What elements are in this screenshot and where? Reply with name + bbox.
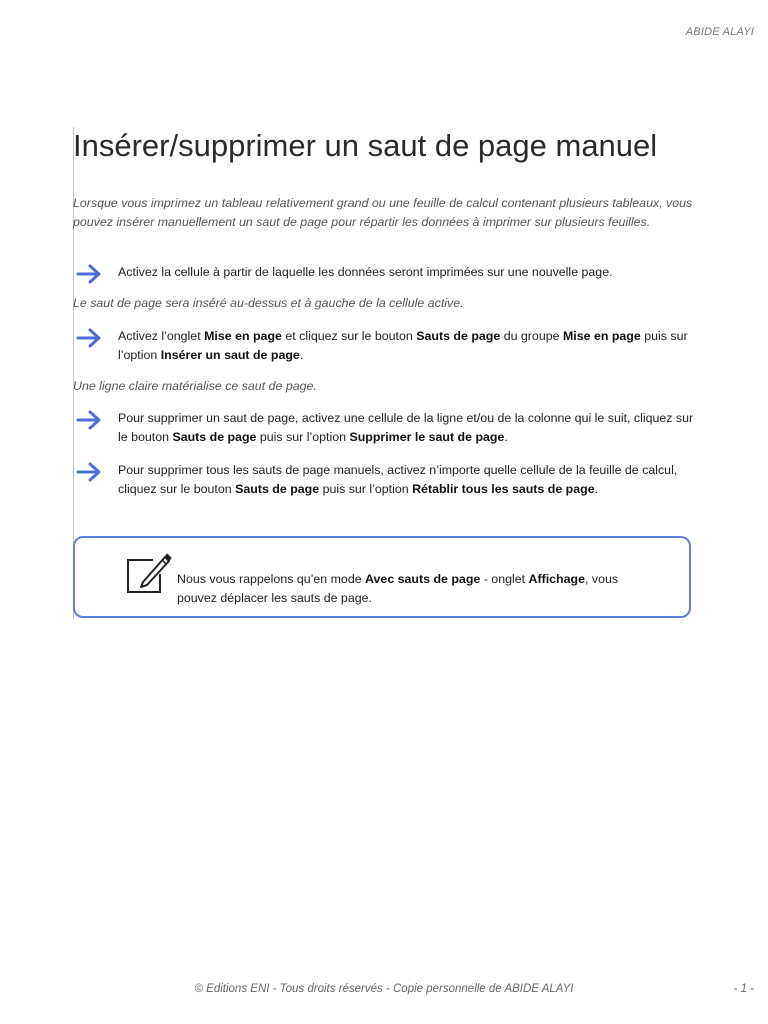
page-number: - 1 - — [733, 983, 754, 995]
step-bold-term: Sauts de page — [235, 482, 320, 496]
arrow-right-icon — [75, 327, 103, 349]
note-text: Une ligne claire matérialise ce saut de page. — [73, 379, 317, 393]
callout-text-run: Nous vous rappelons qu’en mode — [177, 572, 366, 586]
step-item — [73, 461, 695, 499]
info-callout — [73, 536, 691, 618]
callout-text-run: , vous pouvez déplacer les sauts de page. — [177, 572, 619, 605]
step-text — [118, 263, 695, 282]
footer-copyright: © Editions ENI - Tous droits réservés - Copie personnelle de ABIDE ALAYI — [194, 983, 574, 995]
step-bold-term: Mise en page — [562, 329, 641, 343]
page-title: Insérer/supprimer un saut de page manuel — [73, 128, 658, 163]
step-text-run: du groupe — [500, 329, 563, 343]
pencil-note-icon — [125, 550, 173, 596]
note-text: Le saut de page sera inséré au-dessus et à gauche de la cellule active. — [73, 296, 464, 310]
step-bold-term: Supprimer le saut de page — [349, 430, 505, 444]
step-text — [118, 461, 695, 499]
arrow-right-icon — [75, 461, 103, 483]
step-bold-term: Sauts de page — [172, 430, 257, 444]
step-text-run: Activez l’onglet — [118, 329, 205, 343]
callout-bold-term: Affichage — [528, 572, 585, 586]
callout-text — [177, 570, 657, 608]
callout-bold-term: Avec sauts de page — [365, 572, 481, 586]
arrow-right-icon — [75, 409, 103, 431]
step-bold-term: Mise en page — [204, 329, 282, 343]
header-author: ABIDE ALAYI — [685, 26, 754, 38]
intro-paragraph: Lorsque vous imprimez un tableau relativement grand ou une feuille de calcul contenant plusieurs tableaux, vous pouvez insérer manuellement un saut de page pour répartir les données à imprimer sur plusieurs feuilles. — [73, 196, 693, 229]
step-bold-term: Rétablir tous les sauts de page — [412, 482, 595, 496]
step-text-run: . — [299, 348, 304, 362]
step-item — [73, 327, 695, 365]
callout-text-run: - onglet — [480, 572, 529, 586]
step-text-run: Activez la cellule à partir de laquelle les données seront imprimées sur une nouvelle page. — [118, 265, 613, 279]
step-text-run: . — [594, 482, 599, 496]
step-text-run: et cliquez sur le bouton — [281, 329, 417, 343]
step-text-run: Pour supprimer tous les sauts de page manuels, activez n’importe quelle cellule de la feuille de calcul, cliquez sur le bouton — [118, 463, 678, 496]
step-item — [73, 409, 695, 447]
step-text-run: Pour supprimer un saut de page, activez une cellule de la ligne et/ou de la colonne qui le suit, cliquez sur le bouton — [118, 411, 694, 444]
arrow-right-icon — [75, 263, 103, 285]
step-text — [118, 409, 695, 447]
step-text — [118, 327, 695, 365]
step-text-run: . — [504, 430, 508, 444]
step-bold-term: Sauts de page — [416, 329, 501, 343]
step-text-run: puis sur l’option — [118, 329, 688, 362]
step-text-run: puis sur l’option — [319, 482, 413, 496]
step-bold-term: Insérer un saut de page — [160, 348, 300, 362]
step-item — [73, 263, 695, 282]
step-text-run: puis sur l’option — [256, 430, 350, 444]
